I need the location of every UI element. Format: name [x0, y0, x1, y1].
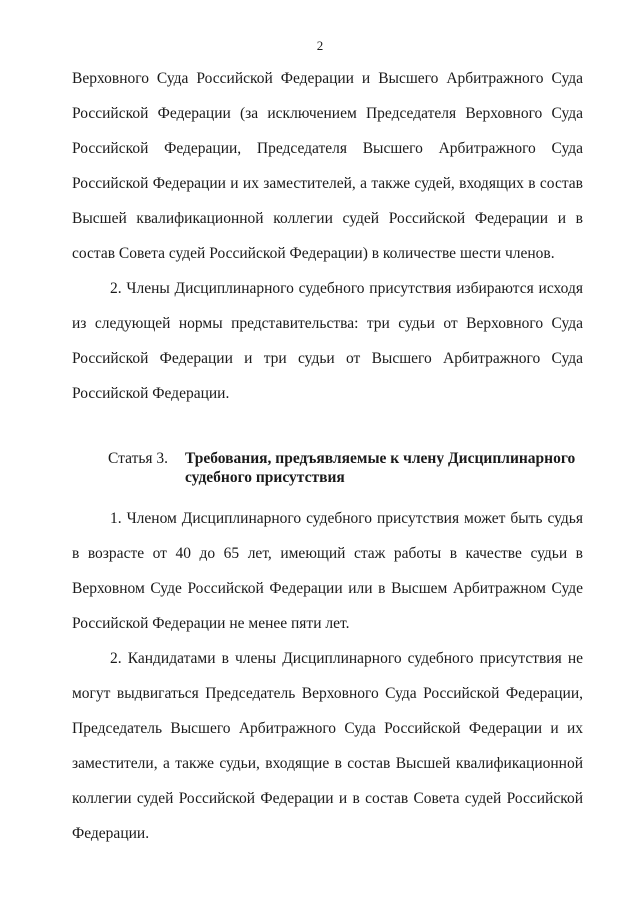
document-body: [72, 61, 583, 851]
article-title: Требования, предъявляемые к члену Дисциплинарного судебного присутствия: [185, 450, 576, 486]
paragraph-part-2: 2. Члены Дисциплинарного судебного присутствия избираются исходя из следующей нормы представительства: три судьи от Верховного Суда Российской Федерации и три судьи от Высшего Арбитражного Суда Российской Федерации.: [72, 280, 583, 402]
article-paragraph-1: 1. Членом Дисциплинарного судебного присутствия может быть судья в возрасте от 40 до 65 лет, имеющий стаж работы в качестве судьи в Верховном Суде Российской Федерации или в Высшем Арбитражном Суде Российской Федерации не менее пяти лет.: [72, 510, 583, 632]
article-number: Статья 3.: [108, 450, 169, 467]
paragraph-continuation: Верховного Суда Российской Федерации и Высшего Арбитражного Суда Российской Федерации (за исключением Председателя Верховного Суда Российской Федерации, Председателя Высшего Арбитражного Суда Российской Федерации и их заместителей, а также судей, входящих в состав Высшей квалификационной коллегии судей Российской Федерации и в состав Совета судей Российской Федерации) в количестве шести членов.: [72, 70, 583, 262]
article-paragraph-2: 2. Кандидатами в члены Дисциплинарного судебного присутствия не могут выдвигаться Председатель Верховного Суда Российской Федерации, Председатель Высшего Арбитражного Суда Российской Федерации и их заместители, а также судьи, входящие в состав Высшей квалификационной коллегии судей Российской Федерации и в состав Совета судей Российской Федерации.: [72, 650, 583, 842]
article-heading: [72, 449, 583, 487]
page-number: 2: [316, 38, 324, 53]
